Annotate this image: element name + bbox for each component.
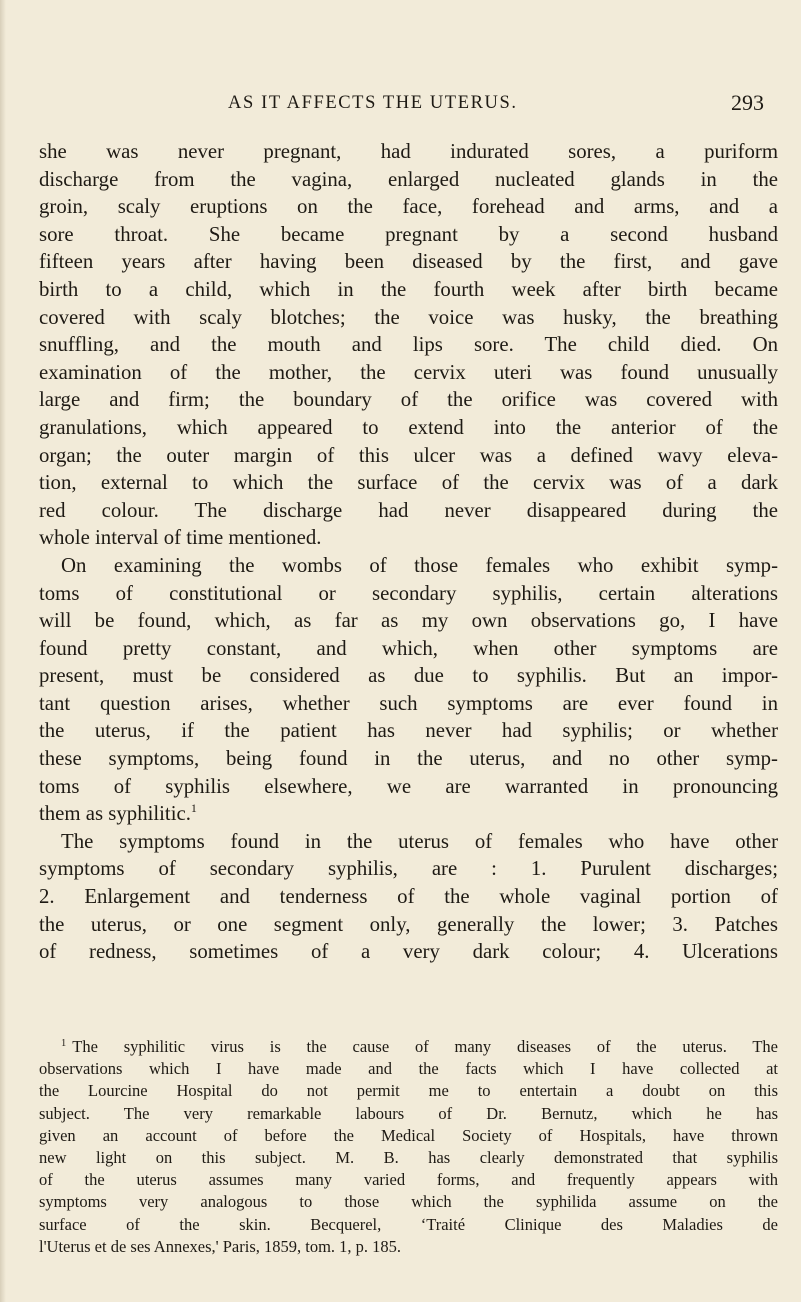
footnote-line-text: The syphilitic virus is the cause of many diseases of the uterus. The <box>72 1037 778 1056</box>
body-line-text: symptoms of secondary syphilis, are : 1. Purulent discharges; <box>39 857 778 881</box>
body-line <box>39 193 778 221</box>
footnote-reference: 1 <box>190 801 197 816</box>
body-line <box>39 497 778 525</box>
body-line <box>39 662 778 690</box>
footnote-line-text: l'Uterus et de ses Annexes,' Paris, 1859, tom. 1, p. 185. <box>39 1236 402 1256</box>
body-line-text: them as syphilitic. <box>39 802 191 826</box>
body-line-text: she was never pregnant, had indurated sores, a puriform <box>39 140 778 163</box>
body-line <box>39 717 778 745</box>
body-line-text: birth to a child, which in the fourth week after birth became <box>39 277 778 301</box>
body-line-text: red colour. The discharge had never disappeared during the <box>39 498 778 522</box>
running-title: AS IT AFFECTS THE UTERUS. <box>228 93 518 113</box>
footnote-line <box>39 1058 778 1080</box>
body-line <box>39 524 778 552</box>
footnote-line <box>39 1147 778 1169</box>
body-line <box>39 414 778 442</box>
body-line <box>39 248 778 276</box>
body-line <box>39 580 778 608</box>
footnote-mark: 1 <box>61 1038 67 1049</box>
footnote-line-text: new light on this subject. M. B. has clearly demonstrated that syphilis <box>39 1147 778 1167</box>
body-line-text: 2. Enlargement and tenderness of the whole vaginal portion of <box>39 885 778 909</box>
footnote-line-text: surface of the skin. Becquerel, ‘Traité Clinique des Maladies de <box>39 1214 778 1234</box>
body-line-text: granulations, which appeared to extend into the anterior of the <box>39 415 778 439</box>
footnote-line <box>39 1236 778 1258</box>
body-line-text: organ; the outer margin of this ulcer was a defined wavy eleva- <box>39 443 778 467</box>
footnote-line-text: of the uterus assumes many varied forms, and frequently appears with <box>39 1170 778 1190</box>
body-line <box>39 607 778 635</box>
body-line <box>39 166 778 194</box>
body-line-text: the uterus, or one segment only, generally the lower; 3. Patches <box>39 912 778 936</box>
body-line <box>39 331 778 359</box>
body-line-text: tion, external to which the surface of the cervix was of a dark <box>39 471 778 495</box>
footnote-line-text: subject. The very remarkable labours of Dr. Bernutz, which he has <box>39 1103 778 1123</box>
body-line-text: sore throat. She became pregnant by a second husband <box>39 222 778 246</box>
body-line-text: On examining the wombs of those females who exhibit symp- <box>61 553 778 577</box>
body-line-text: tant question arises, whether such symptoms are ever found in <box>39 691 778 715</box>
footnote-line <box>39 1169 778 1191</box>
body-line <box>39 276 778 304</box>
body-line <box>39 359 778 387</box>
body-line <box>39 304 778 332</box>
footnote-line <box>39 1214 778 1236</box>
footnote-line-text: the Lourcine Hospital do not permit me to entertain a doubt on this <box>39 1081 778 1101</box>
page-number: 293 <box>731 90 764 115</box>
body-line <box>39 221 778 249</box>
body-line-text: groin, scaly eruptions on the face, forehead and arms, and a <box>39 195 778 219</box>
footnote-line-text: given an account of before the Medical Society of Hospitals, have thrown <box>39 1125 778 1145</box>
body-line-text: fifteen years after having been diseased by the first, and gave <box>39 250 778 274</box>
body-line-text: covered with scaly blotches; the voice was husky, the breathing <box>39 305 778 329</box>
footnotes <box>39 1036 778 1258</box>
body-line <box>39 690 778 718</box>
body-line-text: The symptoms found in the uterus of females who have other <box>61 829 778 853</box>
body-line <box>39 745 778 773</box>
footnote-line-text: symptoms very analogous to those which the syphilida assume on the <box>39 1192 778 1212</box>
footnote-line <box>39 1191 778 1213</box>
body-line-text: of redness, sometimes of a very dark colour; 4. Ulcerations <box>39 940 778 964</box>
footnote-line <box>39 1036 778 1058</box>
body-line <box>39 635 778 663</box>
body-line-text: snuffling, and the mouth and lips sore. The child died. On <box>39 333 778 357</box>
body-line <box>39 911 778 939</box>
body-line <box>39 938 778 966</box>
body-line-text: large and firm; the boundary of the orifice was covered with <box>39 388 778 412</box>
page-gutter-shadow <box>0 0 6 1302</box>
body-line-text: toms of constitutional or secondary syphilis, certain alterations <box>39 581 778 605</box>
body-line-text: will be found, which, as far as my own observations go, I have <box>39 609 778 633</box>
footnote-line <box>39 1103 778 1125</box>
body-line-text: toms of syphilis elsewhere, we are warranted in pronouncing <box>39 774 778 798</box>
body-line-text: examination of the mother, the cervix uteri was found unusually <box>39 360 778 384</box>
body-line <box>39 138 778 166</box>
running-head <box>0 86 801 120</box>
footnote-line <box>39 1080 778 1102</box>
body-line <box>39 883 778 911</box>
body-line-text: found pretty constant, and which, when other symptoms are <box>39 636 778 660</box>
body-line-text: whole interval of time mentioned. <box>39 526 322 550</box>
footnote-line-text: observations which I have made and the facts which I have collected at <box>39 1059 778 1079</box>
body-line-text: present, must be considered as due to syphilis. But an impor- <box>39 664 778 688</box>
body-line <box>39 386 778 414</box>
body-line <box>39 773 778 801</box>
body-line <box>39 800 778 828</box>
body-line-text: these symptoms, being found in the uterus, and no other symp- <box>39 747 778 771</box>
body-line-text: discharge from the vagina, enlarged nucleated glands in the <box>39 167 778 191</box>
body-line <box>39 469 778 497</box>
body-line <box>39 552 778 580</box>
body-line <box>39 442 778 470</box>
footnote-line <box>39 1125 778 1147</box>
body-line-text: the uterus, if the patient has never had syphilis; or whether <box>39 719 778 743</box>
body-line <box>39 828 778 856</box>
body-line <box>39 855 778 883</box>
body-text <box>39 138 778 966</box>
